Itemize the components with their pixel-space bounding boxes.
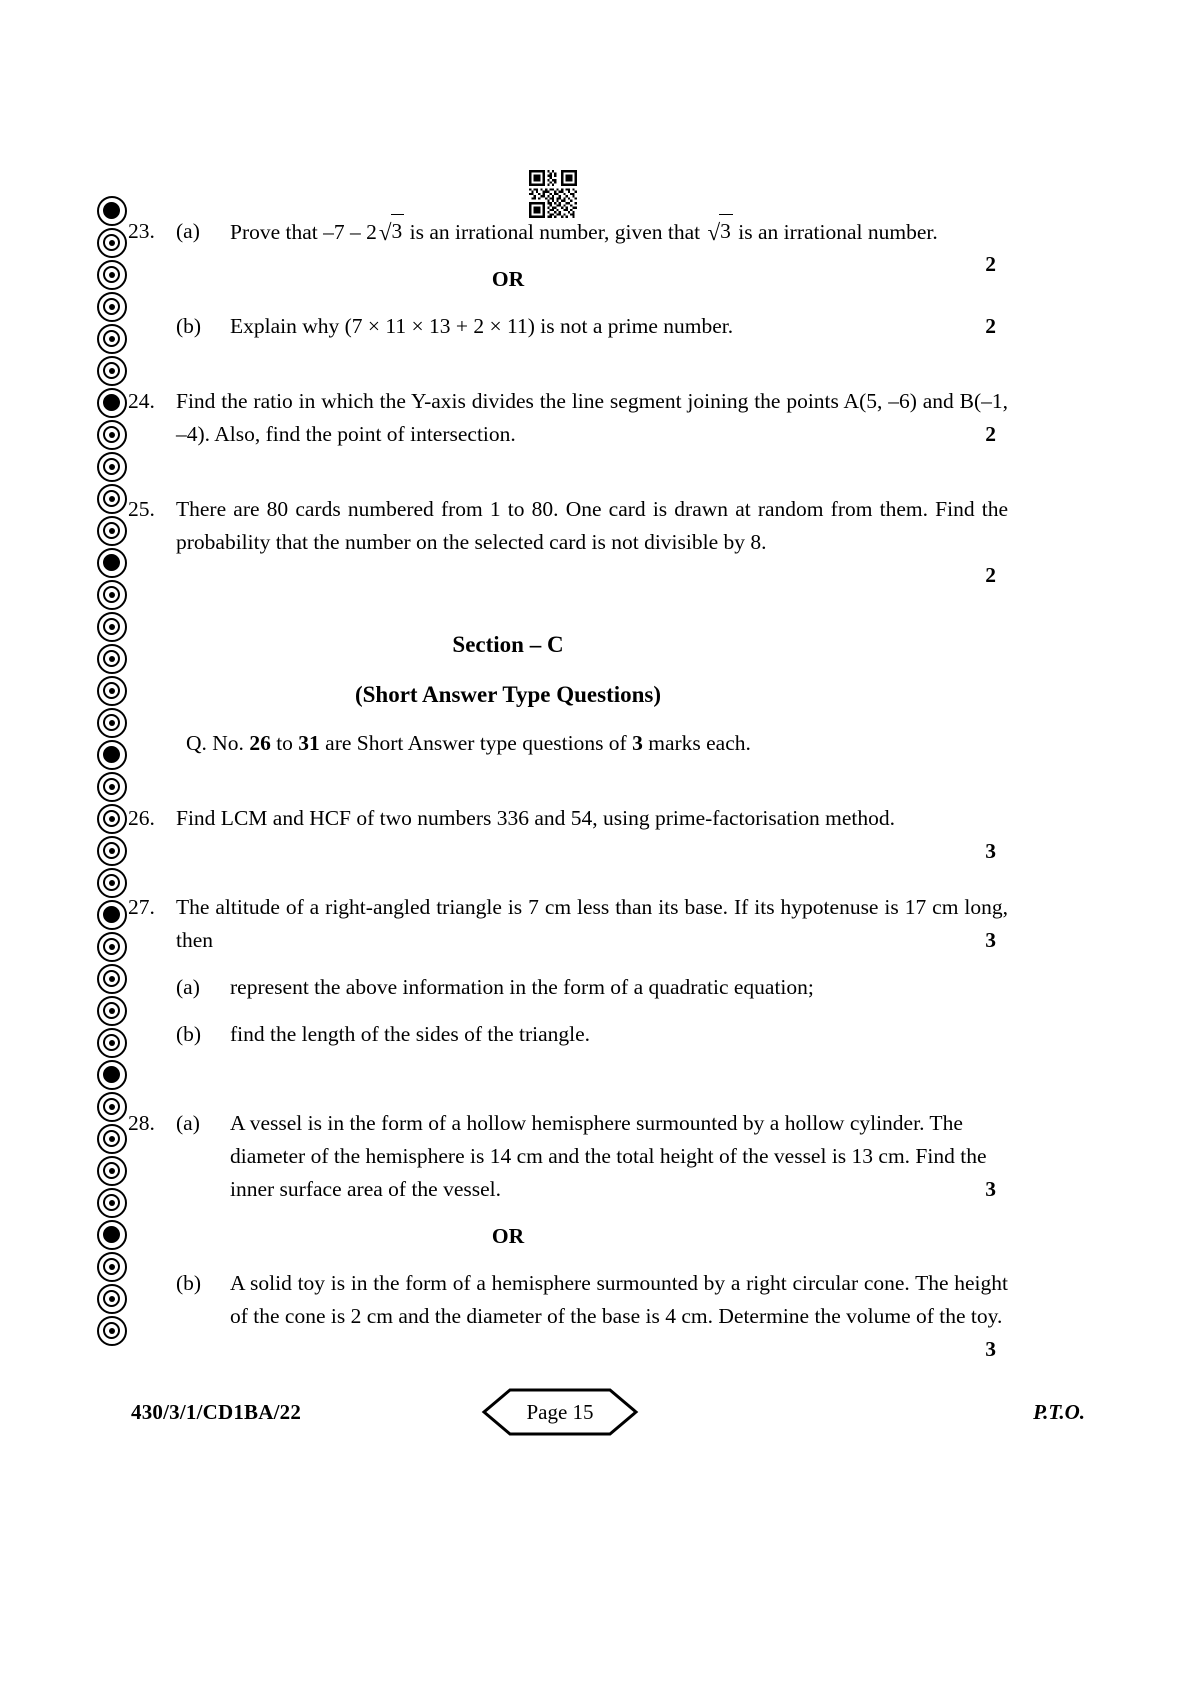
binding-hole xyxy=(97,708,127,738)
question-27b-text: find the length of the sides of the triangle. xyxy=(230,1022,591,1046)
question-24 xyxy=(128,385,1008,451)
q23a-text-middle: is an irrational number, given that xyxy=(404,220,706,244)
binding-hole xyxy=(97,836,127,866)
binding-hole xyxy=(97,932,127,962)
question-content xyxy=(128,215,1008,1361)
part-label: (b) xyxy=(176,1022,202,1046)
section-subheading: (Short Answer Type Questions) xyxy=(354,682,662,707)
binding-hole xyxy=(97,548,127,578)
radicand: 3 xyxy=(719,214,733,248)
or-separator-23: OR xyxy=(491,267,525,291)
part-label: (a) xyxy=(176,1111,200,1135)
binding-hole xyxy=(97,420,127,450)
binding-hole xyxy=(97,388,127,418)
note-mid: to xyxy=(270,731,299,755)
question-27b xyxy=(128,1018,1008,1051)
binding-hole xyxy=(97,996,127,1026)
question-23a-text xyxy=(230,215,1008,249)
binding-hole xyxy=(97,356,127,386)
q23a-text-after: is an irrational number. xyxy=(732,220,938,244)
question-25 xyxy=(128,493,1008,587)
binding-hole xyxy=(97,1060,127,1090)
binding-holes-column xyxy=(97,196,131,1356)
q23a-text-before: Prove that –7 – 2 xyxy=(230,220,377,244)
sqrt-expression-1 xyxy=(377,215,404,249)
pto-label: P.T.O. xyxy=(1033,1400,1085,1424)
question-27a-text: represent the above information in the form of a quadratic equation; xyxy=(230,975,814,999)
question-27 xyxy=(128,891,1008,957)
page-number-badge xyxy=(480,1386,640,1438)
marks-q25: 2 xyxy=(985,563,996,587)
question-23 xyxy=(128,215,1008,276)
binding-hole xyxy=(97,676,127,706)
binding-hole xyxy=(97,1188,127,1218)
question-25-text: There are 80 cards numbered from 1 to 80. One card is drawn at random from them. Find the probability that the number on the selected card is not divisible by 8. xyxy=(176,497,1008,554)
section-heading: Section – C xyxy=(452,632,564,657)
binding-hole xyxy=(97,1220,127,1250)
marks-q28a: 3 xyxy=(985,1177,996,1201)
binding-hole xyxy=(97,740,127,770)
binding-hole xyxy=(97,1284,127,1314)
marks-q24: 2 xyxy=(985,422,996,446)
binding-hole xyxy=(97,484,127,514)
note-prefix: Q. No. xyxy=(186,731,250,755)
binding-hole xyxy=(97,580,127,610)
note-marks: 3 xyxy=(632,731,643,755)
or-separator-28: OR xyxy=(491,1224,525,1248)
note-to: 31 xyxy=(298,731,320,755)
qr-code xyxy=(529,170,577,218)
binding-hole xyxy=(97,612,127,642)
binding-hole xyxy=(97,1252,127,1282)
question-26 xyxy=(128,802,1008,863)
binding-hole xyxy=(97,772,127,802)
sqrt-expression-2 xyxy=(706,215,733,249)
binding-hole xyxy=(97,324,127,354)
marks-q28b: 3 xyxy=(985,1337,996,1361)
binding-hole xyxy=(97,292,127,322)
binding-hole xyxy=(97,1156,127,1186)
part-label: (b) xyxy=(176,1271,202,1295)
binding-hole xyxy=(97,1316,127,1346)
part-label: (a) xyxy=(176,219,200,243)
marks-q23a: 2 xyxy=(985,252,996,276)
binding-hole xyxy=(97,1028,127,1058)
binding-hole xyxy=(97,804,127,834)
question-number: 24. xyxy=(128,389,155,413)
question-number: 27. xyxy=(128,895,155,919)
question-23b xyxy=(128,310,1008,343)
part-label: (b) xyxy=(176,314,202,338)
binding-hole xyxy=(97,868,127,898)
binding-hole xyxy=(97,644,127,674)
binding-hole xyxy=(97,196,127,226)
radical-sign: √ xyxy=(378,220,392,245)
part-label: (a) xyxy=(176,975,200,999)
question-number: 25. xyxy=(128,497,155,521)
question-27a xyxy=(128,971,1008,1004)
question-28b xyxy=(128,1267,1008,1361)
binding-hole xyxy=(97,1092,127,1122)
question-number: 26. xyxy=(128,806,155,830)
marks-q23b: 2 xyxy=(985,314,996,338)
question-24-text: Find the ratio in which the Y-axis divides the line segment joining the points A(5, –6) and B(–1, –4). Also, find the point of intersection. xyxy=(176,389,1008,446)
page-number-label: Page 15 xyxy=(526,1399,594,1424)
binding-hole xyxy=(97,260,127,290)
note-suffix: marks each. xyxy=(642,731,751,755)
binding-hole xyxy=(97,516,127,546)
binding-hole xyxy=(97,1124,127,1154)
marks-q26: 3 xyxy=(985,839,996,863)
section-instruction xyxy=(128,727,1008,760)
binding-hole xyxy=(97,964,127,994)
question-26-text: Find LCM and HCF of two numbers 336 and 54, using prime-factorisation method. xyxy=(176,806,895,830)
question-number: 23. xyxy=(128,219,155,243)
note-mid2: are Short Answer type questions of xyxy=(319,731,633,755)
question-28a-text: A vessel is in the form of a hollow hemisphere surmounted by a hollow cylinder. The diameter of the hemisphere is 14 cm and the total height of the vessel is 13 cm. Find the inner surface area of the vessel. xyxy=(230,1111,987,1201)
question-28b-text: A solid toy is in the form of a hemisphere surmounted by a right circular cone. The height of the cone is 2 cm and the diameter of the base is 4 cm. Determine the volume of the toy. xyxy=(230,1271,1008,1328)
question-number: 28. xyxy=(128,1111,155,1135)
paper-code: 430/3/1/CD1BA/22 xyxy=(131,1400,302,1424)
radicand: 3 xyxy=(391,214,405,248)
question-28 xyxy=(128,1107,1008,1206)
question-27-text: The altitude of a right-angled triangle is 7 cm less than its base. If its hypotenuse is 17 cm long, then xyxy=(176,895,1008,952)
marks-q27: 3 xyxy=(985,928,996,952)
question-23b-text: Explain why (7 × 11 × 13 + 2 × 11) is not a prime number. xyxy=(230,314,734,338)
radical-sign: √ xyxy=(707,220,721,245)
binding-hole xyxy=(97,900,127,930)
binding-hole xyxy=(97,228,127,258)
binding-hole xyxy=(97,452,127,482)
note-from: 26 xyxy=(249,731,271,755)
page-footer xyxy=(0,1400,1190,1470)
